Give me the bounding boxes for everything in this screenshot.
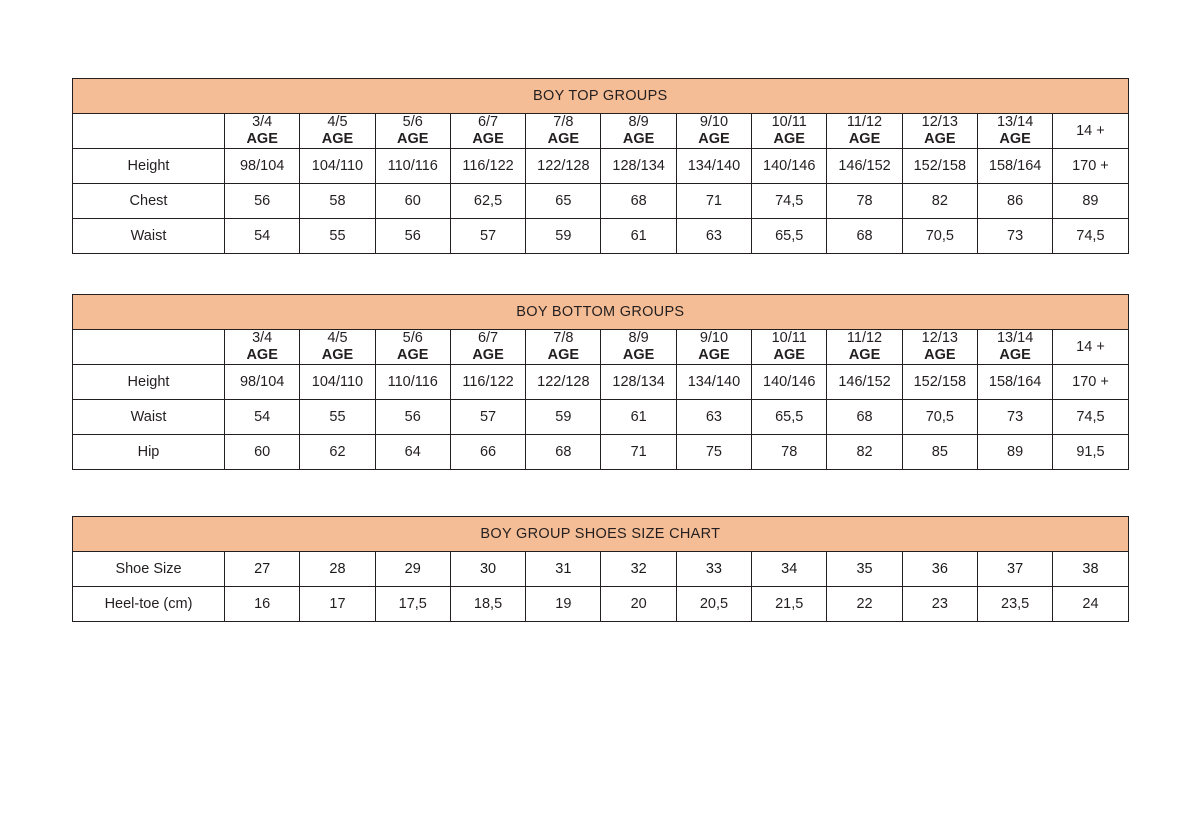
column-header-age-5: 8/9: [628, 114, 649, 131]
column-header-4: [526, 330, 601, 365]
cell: 29: [375, 552, 450, 587]
cell: 32: [601, 552, 676, 587]
cell: 34: [752, 552, 827, 587]
table-title: BOY TOP GROUPS: [73, 79, 1129, 114]
cell: 68: [827, 219, 902, 254]
column-header-age-1: 4/5: [327, 114, 348, 131]
column-header-unit-2: AGE: [397, 131, 429, 147]
cell: 74,5: [1053, 219, 1128, 254]
cell: 68: [827, 400, 902, 435]
column-header-7: [752, 330, 827, 365]
cell: 33: [676, 552, 751, 587]
column-header-11: [1053, 114, 1128, 149]
cell: 16: [225, 587, 300, 622]
cell: 89: [1053, 184, 1128, 219]
table-header-row: [73, 114, 1129, 149]
row-label: Height: [73, 149, 225, 184]
cell: 128/134: [601, 149, 676, 184]
header-corner-cell: [73, 330, 225, 365]
cell: 31: [526, 552, 601, 587]
cell: 158/164: [977, 149, 1052, 184]
boy-bottom-groups-table: [72, 294, 1129, 470]
table-row: [73, 219, 1129, 254]
cell: 19: [526, 587, 601, 622]
column-header-age-4: 7/8: [553, 330, 574, 347]
cell: 38: [1053, 552, 1128, 587]
column-header-unit-6: AGE: [698, 131, 730, 147]
cell: 134/140: [676, 149, 751, 184]
cell: 158/164: [977, 365, 1052, 400]
cell: 18,5: [450, 587, 525, 622]
table-row: [73, 184, 1129, 219]
cell: 17,5: [375, 587, 450, 622]
cell: 56: [225, 184, 300, 219]
cell: 98/104: [225, 149, 300, 184]
column-header-unit-2: AGE: [397, 347, 429, 363]
cell: 60: [375, 184, 450, 219]
column-header-0: [225, 330, 300, 365]
cell: 146/152: [827, 365, 902, 400]
cell: 104/110: [300, 365, 375, 400]
cell: 73: [977, 219, 1052, 254]
cell: 70,5: [902, 400, 977, 435]
cell: 170 +: [1053, 365, 1128, 400]
cell: 65: [526, 184, 601, 219]
column-header-unit-1: AGE: [321, 131, 354, 147]
cell: 55: [300, 219, 375, 254]
cell: 86: [977, 184, 1052, 219]
cell: 65,5: [752, 219, 827, 254]
column-header-age-0: 3/4: [252, 114, 273, 131]
cell: 62,5: [450, 184, 525, 219]
column-header-9: [902, 114, 977, 149]
section-spacer: [72, 470, 1128, 516]
column-header-unit-5: AGE: [622, 347, 655, 363]
cell: 74,5: [752, 184, 827, 219]
column-header-9: [902, 330, 977, 365]
cell: 85: [902, 435, 977, 470]
column-header-unit-4: AGE: [547, 131, 580, 147]
cell: 20: [601, 587, 676, 622]
cell: 23: [902, 587, 977, 622]
column-header-age-9: 12/13: [921, 330, 958, 347]
row-label: Waist: [73, 400, 225, 435]
cell: 82: [827, 435, 902, 470]
column-header-unit-1: AGE: [321, 347, 354, 363]
column-header-age-1: 4/5: [327, 330, 348, 347]
column-header-unit-10: AGE: [999, 131, 1031, 147]
column-header-11: [1053, 330, 1128, 365]
cell: 116/122: [450, 149, 525, 184]
cell: 22: [827, 587, 902, 622]
column-header-7: [752, 114, 827, 149]
column-header-age-4: 7/8: [553, 114, 574, 131]
table-row: [73, 149, 1129, 184]
column-header-age-7: 10/11: [771, 330, 807, 347]
cell: 21,5: [752, 587, 827, 622]
cell: 75: [676, 435, 751, 470]
cell: 23,5: [977, 587, 1052, 622]
cell: 57: [450, 219, 525, 254]
column-header-unit-0: AGE: [246, 347, 278, 363]
row-label: Waist: [73, 219, 225, 254]
column-header-age-3: 6/7: [477, 114, 499, 131]
cell: 63: [676, 400, 751, 435]
column-header-2: [375, 114, 450, 149]
cell: 68: [601, 184, 676, 219]
table-row: [73, 400, 1129, 435]
column-header-age-11: 14 +: [1076, 338, 1105, 355]
cell: 61: [601, 400, 676, 435]
column-header-unit-3: AGE: [472, 347, 504, 363]
cell: 60: [225, 435, 300, 470]
cell: 62: [300, 435, 375, 470]
row-label: Height: [73, 365, 225, 400]
cell: 56: [375, 219, 450, 254]
column-header-unit-8: AGE: [848, 131, 881, 147]
boy-shoes-size-table: [72, 516, 1129, 622]
column-header-age-9: 12/13: [921, 114, 958, 131]
cell: 98/104: [225, 365, 300, 400]
cell: 110/116: [375, 365, 450, 400]
column-header-10: [977, 330, 1052, 365]
cell: 116/122: [450, 365, 525, 400]
table-header-row: [73, 330, 1129, 365]
cell: 58: [300, 184, 375, 219]
column-header-age-10: 13/14: [996, 330, 1034, 347]
column-header-unit-9: AGE: [924, 347, 956, 363]
cell: 78: [827, 184, 902, 219]
cell: 140/146: [752, 365, 827, 400]
cell: 71: [601, 435, 676, 470]
cell: 30: [450, 552, 525, 587]
column-header-age-8: 11/12: [846, 114, 883, 131]
table-title: BOY GROUP SHOES SIZE CHART: [73, 517, 1129, 552]
cell: 152/158: [902, 365, 977, 400]
cell: 54: [225, 400, 300, 435]
cell: 140/146: [752, 149, 827, 184]
column-header-8: [827, 114, 902, 149]
section-spacer: [72, 254, 1128, 294]
cell: 82: [902, 184, 977, 219]
table-row: [73, 365, 1129, 400]
cell: 55: [300, 400, 375, 435]
cell: 64: [375, 435, 450, 470]
cell: 24: [1053, 587, 1128, 622]
row-label: Chest: [73, 184, 225, 219]
cell: 36: [902, 552, 977, 587]
cell: 74,5: [1053, 400, 1128, 435]
cell: 110/116: [375, 149, 450, 184]
cell: 57: [450, 400, 525, 435]
column-header-6: [676, 114, 751, 149]
cell: 122/128: [526, 149, 601, 184]
cell: 59: [526, 219, 601, 254]
cell: 70,5: [902, 219, 977, 254]
column-header-10: [977, 114, 1052, 149]
column-header-age-0: 3/4: [252, 330, 273, 347]
row-label: Heel-toe (cm): [73, 587, 225, 622]
column-header-age-6: 9/10: [699, 114, 729, 131]
cell: 78: [752, 435, 827, 470]
column-header-8: [827, 330, 902, 365]
table-title-row: [73, 295, 1129, 330]
cell: 104/110: [300, 149, 375, 184]
cell: 170 +: [1053, 149, 1128, 184]
column-header-5: [601, 330, 676, 365]
column-header-age-5: 8/9: [628, 330, 649, 347]
column-header-unit-7: AGE: [773, 131, 805, 147]
column-header-age-11: 14 +: [1076, 122, 1105, 139]
column-header-age-7: 10/11: [771, 114, 807, 131]
table-row: [73, 587, 1129, 622]
column-header-age-6: 9/10: [699, 330, 729, 347]
cell: 89: [977, 435, 1052, 470]
header-corner-cell: [73, 114, 225, 149]
table-title-row: [73, 79, 1129, 114]
column-header-age-8: 11/12: [846, 330, 883, 347]
cell: 91,5: [1053, 435, 1128, 470]
cell: 152/158: [902, 149, 977, 184]
cell: 56: [375, 400, 450, 435]
table-row: [73, 435, 1129, 470]
column-header-unit-8: AGE: [848, 347, 881, 363]
column-header-1: [300, 330, 375, 365]
row-label: Shoe Size: [73, 552, 225, 587]
cell: 59: [526, 400, 601, 435]
cell: 61: [601, 219, 676, 254]
table-title-row: [73, 517, 1129, 552]
column-header-age-10: 13/14: [996, 114, 1034, 131]
column-header-age-3: 6/7: [477, 330, 499, 347]
cell: 68: [526, 435, 601, 470]
table-title: BOY BOTTOM GROUPS: [73, 295, 1129, 330]
cell: 73: [977, 400, 1052, 435]
column-header-unit-0: AGE: [246, 131, 278, 147]
cell: 37: [977, 552, 1052, 587]
column-header-unit-7: AGE: [773, 347, 805, 363]
cell: 20,5: [676, 587, 751, 622]
cell: 146/152: [827, 149, 902, 184]
column-header-unit-5: AGE: [622, 131, 655, 147]
cell: 28: [300, 552, 375, 587]
column-header-unit-3: AGE: [472, 131, 504, 147]
cell: 134/140: [676, 365, 751, 400]
cell: 71: [676, 184, 751, 219]
column-header-unit-6: AGE: [698, 347, 730, 363]
cell: 17: [300, 587, 375, 622]
column-header-1: [300, 114, 375, 149]
cell: 63: [676, 219, 751, 254]
row-label: Hip: [73, 435, 225, 470]
column-header-0: [225, 114, 300, 149]
column-header-unit-9: AGE: [924, 131, 956, 147]
boy-top-groups-table: [72, 78, 1129, 254]
column-header-unit-10: AGE: [999, 347, 1031, 363]
column-header-age-2: 5/6: [402, 330, 423, 347]
column-header-5: [601, 114, 676, 149]
column-header-4: [526, 114, 601, 149]
cell: 54: [225, 219, 300, 254]
column-header-unit-4: AGE: [547, 347, 580, 363]
cell: 122/128: [526, 365, 601, 400]
column-header-age-2: 5/6: [402, 114, 423, 131]
cell: 66: [450, 435, 525, 470]
cell: 27: [225, 552, 300, 587]
table-row: [73, 552, 1129, 587]
column-header-2: [375, 330, 450, 365]
column-header-6: [676, 330, 751, 365]
column-header-3: [450, 330, 525, 365]
cell: 128/134: [601, 365, 676, 400]
cell: 65,5: [752, 400, 827, 435]
column-header-3: [450, 114, 525, 149]
cell: 35: [827, 552, 902, 587]
